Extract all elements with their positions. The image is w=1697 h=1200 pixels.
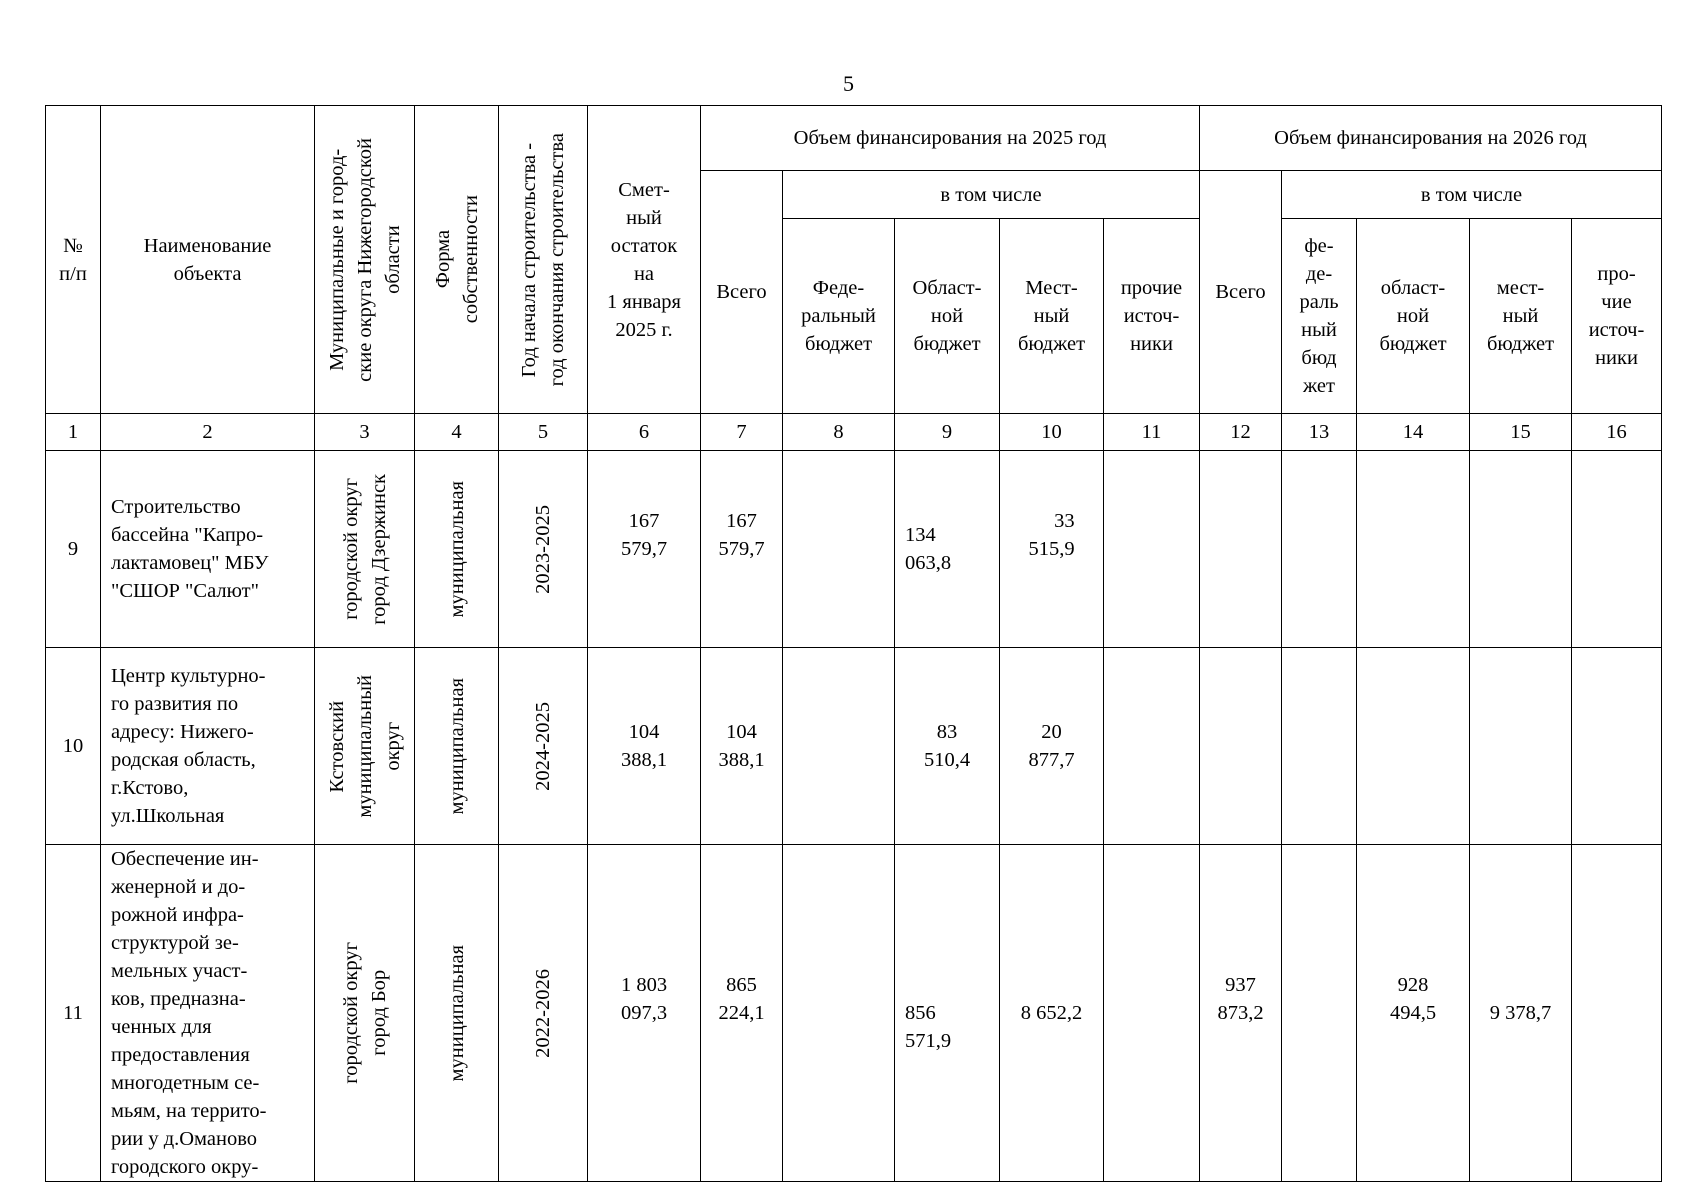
row-years: 2022-2026	[499, 845, 588, 1182]
row-oth-2025	[1104, 845, 1200, 1182]
row-fed-2025	[783, 845, 895, 1182]
header-total-2026: Всего	[1200, 171, 1282, 414]
row-loc-2026	[1470, 451, 1572, 648]
row-loc-2025: 8 652,2	[1000, 845, 1104, 1182]
row-ownership: муниципальная	[415, 845, 499, 1182]
col-number: 11	[1104, 414, 1200, 451]
header-fin-2025: Объем финансирования на 2025 год	[701, 106, 1200, 171]
row-district: Кстовский муниципальный округ	[315, 648, 415, 845]
col-number: 1	[46, 414, 101, 451]
row-fed-2025	[783, 648, 895, 845]
row-total-2025: 865 224,1	[701, 845, 783, 1182]
header-loc-2026: мест- ный бюджет	[1470, 219, 1572, 414]
row-loc-2026: 9 378,7	[1470, 845, 1572, 1182]
row-ownership: муниципальная	[415, 451, 499, 648]
col-number: 13	[1282, 414, 1357, 451]
row-total-2025: 167 579,7	[701, 451, 783, 648]
row-oth-2026	[1572, 648, 1662, 845]
row-reg-2026: 928 494,5	[1357, 845, 1470, 1182]
row-loc-2025: 20 877,7	[1000, 648, 1104, 845]
col-number: 14	[1357, 414, 1470, 451]
header-name: Наименование объекта	[101, 106, 315, 414]
page-number: 5	[843, 71, 854, 96]
row-oth-2026	[1572, 845, 1662, 1182]
row-balance: 104 388,1	[588, 648, 701, 845]
table-row	[46, 845, 1662, 1182]
row-total-2026: 937 873,2	[1200, 845, 1282, 1182]
row-num: 10	[46, 648, 101, 845]
row-total-2025: 104 388,1	[701, 648, 783, 845]
header-fin-2026: Объем финансирования на 2026 год	[1200, 106, 1662, 171]
header-row-1	[46, 106, 1662, 171]
row-reg-2025: 856 571,9	[895, 845, 1000, 1182]
table-row	[46, 648, 1662, 845]
col-number: 5	[499, 414, 588, 451]
row-oth-2025	[1104, 451, 1200, 648]
row-years: 2023-2025	[499, 451, 588, 648]
row-balance: 1 803 097,3	[588, 845, 701, 1182]
col-number: 6	[588, 414, 701, 451]
col-number: 12	[1200, 414, 1282, 451]
col-number: 9	[895, 414, 1000, 451]
row-loc-2026	[1470, 648, 1572, 845]
row-name: Центр культурно- го развития по адресу: Нижего- родская область, г.Кстово, ул.Школьная	[101, 648, 315, 845]
header-incl-2025: в том числе	[783, 171, 1200, 219]
col-number: 3	[315, 414, 415, 451]
row-oth-2026	[1572, 451, 1662, 648]
column-number-row	[46, 414, 1662, 451]
row-years: 2024-2025	[499, 648, 588, 845]
col-number: 7	[701, 414, 783, 451]
header-reg-2026: област- ной бюджет	[1357, 219, 1470, 414]
row-reg-2025: 134 063,8	[895, 451, 1000, 648]
row-num: 9	[46, 451, 101, 648]
row-num: 11	[46, 845, 101, 1182]
header-loc-2025: Мест- ный бюджет	[1000, 219, 1104, 414]
header-ownership: Форма собственности	[415, 106, 499, 414]
row-total-2026	[1200, 648, 1282, 845]
header-balance: Смет- ный остаток на 1 января 2025 г.	[588, 106, 701, 414]
header-fed-2026: фе- де- раль ный бюд жет	[1282, 219, 1357, 414]
header-reg-2025: Област- ной бюджет	[895, 219, 1000, 414]
row-fed-2025	[783, 451, 895, 648]
table-row	[46, 451, 1662, 648]
row-loc-2025: 33 515,9	[1000, 451, 1104, 648]
header-incl-2026: в том числе	[1282, 171, 1662, 219]
row-ownership: муниципальная	[415, 648, 499, 845]
financing-table	[45, 105, 1662, 1182]
row-district: городской округ город Бор	[315, 845, 415, 1182]
col-number: 10	[1000, 414, 1104, 451]
row-name: Обеспечение ин- женерной и до- рожной инфра- структурой зе- мельных участ- ков, предназна- ченных для предоставления многодетным се- мьям, на террито- рии у д.Оманово городского окру-	[101, 845, 315, 1182]
row-fed-2026	[1282, 648, 1357, 845]
row-total-2026	[1200, 451, 1282, 648]
header-num: № п/п	[46, 106, 101, 414]
col-number: 8	[783, 414, 895, 451]
col-number: 15	[1470, 414, 1572, 451]
col-number: 16	[1572, 414, 1662, 451]
row-name: Строительство бассейна "Капро- лактамовец" МБУ "СШОР "Салют"	[101, 451, 315, 648]
header-total-2025: Всего	[701, 171, 783, 414]
header-fed-2025: Феде- ральный бюджет	[783, 219, 895, 414]
row-balance: 167 579,7	[588, 451, 701, 648]
col-number: 4	[415, 414, 499, 451]
row-district: городской округ город Дзержинск	[315, 451, 415, 648]
header-oth-2026: про- чие источ- ники	[1572, 219, 1662, 414]
header-district: Муниципальные и город- ские округа Нижегородской области	[315, 106, 415, 414]
row-reg-2025: 83 510,4	[895, 648, 1000, 845]
col-number: 2	[101, 414, 315, 451]
row-reg-2026	[1357, 648, 1470, 845]
row-fed-2026	[1282, 451, 1357, 648]
header-oth-2025: прочие источ- ники	[1104, 219, 1200, 414]
row-fed-2026	[1282, 845, 1357, 1182]
row-oth-2025	[1104, 648, 1200, 845]
row-reg-2026	[1357, 451, 1470, 648]
header-years: Год начала строительства - год окончания строительства	[499, 106, 588, 414]
